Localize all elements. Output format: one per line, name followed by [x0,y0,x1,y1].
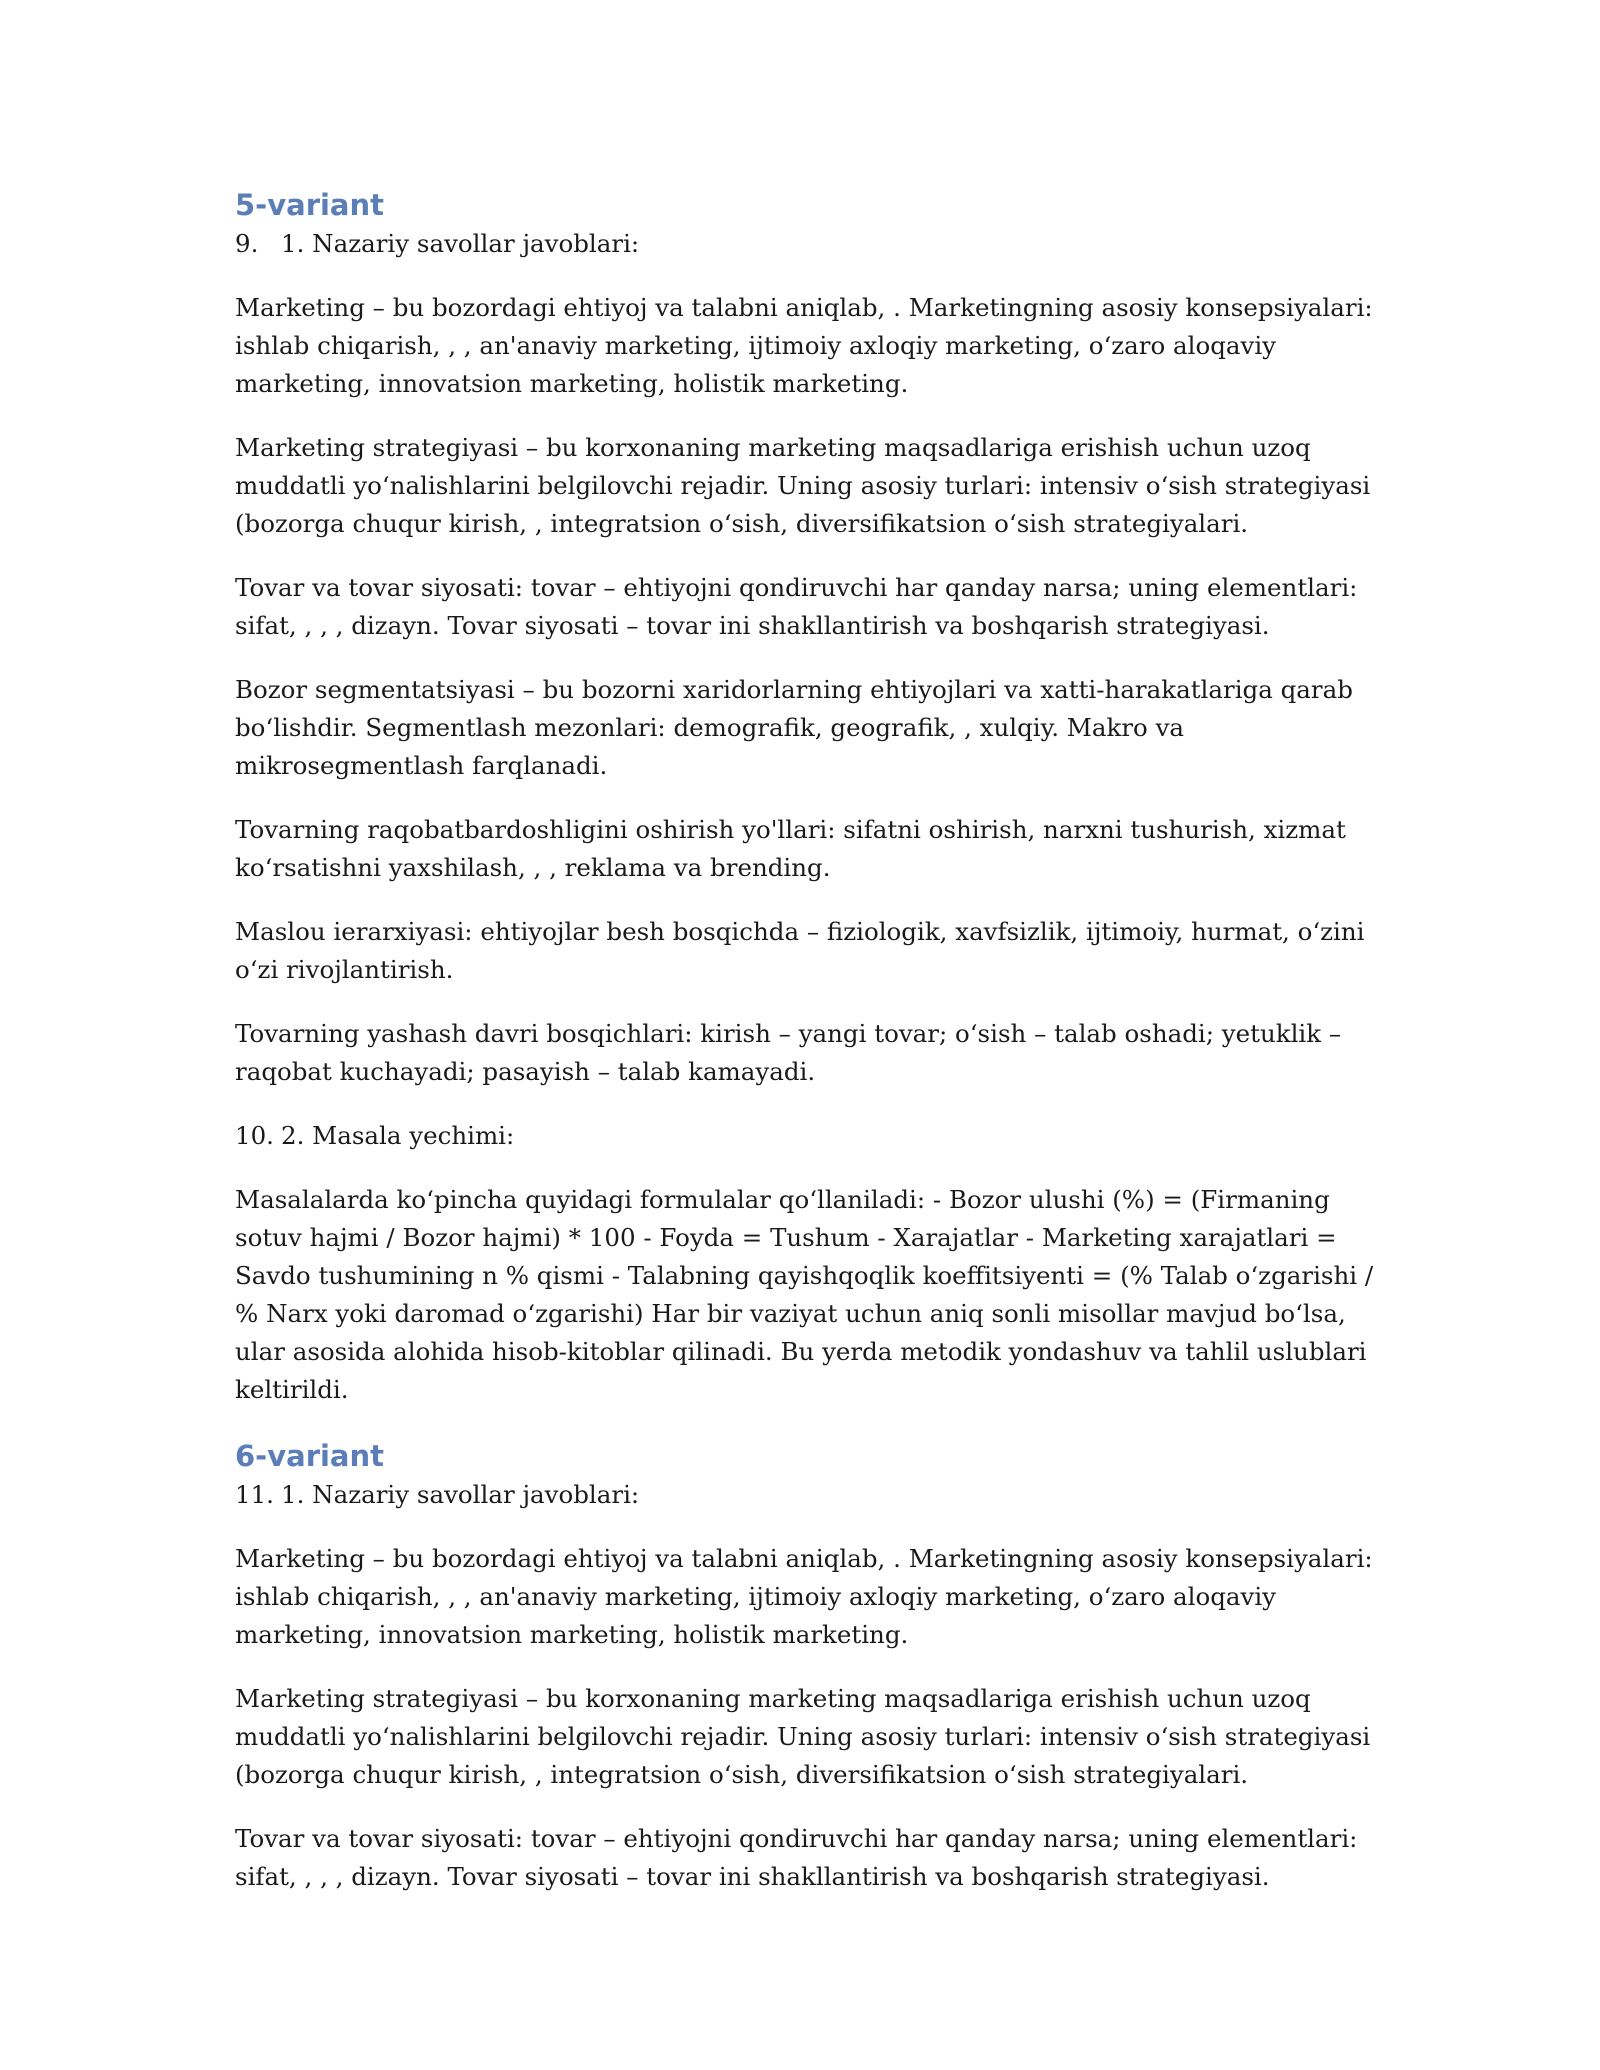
paragraph-marketing-definition: Marketing – bu bozordagi ehtiyoj va talabni aniqlab, . Marketingning asosiy konsepsiyalari: ishlab chiqarish, , , an'anaviy marketing, ijtimoiy axloqiy marketing, oʻzaro aloqaviy marketing, innovatsion marketing, holistik marketing. [235,293,1373,398]
item-text: 2. Masala yechimi: [281,1121,515,1150]
section-heading-6-variant: 6-variant [235,1439,385,1473]
paragraph-marketing-strategy: Marketing strategiyasi – bu korxonaning marketing maqsadlariga erishish uchun uzoq muddatli yoʻnalishlarini belgilovchi rejadir. Uning asosiy turlari: intensiv oʻsish strategiyasi (bozorga chuqur kirish, , integratsion oʻsish, diversifikatsion oʻsish strategiyalari. [235,433,1371,538]
paragraph-marketing-definition: Marketing – bu bozordagi ehtiyoj va talabni aniqlab, . Marketingning asosiy konsepsiyalari: ishlab chiqarish, , , an'anaviy marketing, ijtimoiy axloqiy marketing, oʻzaro aloqaviy marketing, innovatsion marketing, holistik marketing. [235,1544,1373,1649]
paragraph-problem-solution: Masalalarda koʻpincha quyidagi formulalar qoʻllaniladi: - Bozor ulushi (%) = (Firmaning sotuv hajmi / Bozor hajmi) * 100 - Foyda = Tushum - Xarajatlar - Marketing xarajatlari = Savdo tushumining n % qismi - Talabning qayishqoqlik koeffitsiyenti = (% Talab oʻzgarishi / % Narx yoki daromad oʻzgarishi) Har bir vaziyat uchun aniq sonli misollar mavjud boʻlsa, ular asosida alohida hisob-kitoblar qilinadi. Bu yerda metodik yondashuv va tahlil uslublari keltirildi. [235,1185,1374,1404]
item-number: 9. [235,229,259,258]
item-number: 10. [235,1121,274,1150]
numbered-item-10 [235,1117,1375,1155]
item-text: 1. Nazariy savollar javoblari: [281,229,640,258]
paragraph-marketing-strategy: Marketing strategiyasi – bu korxonaning marketing maqsadlariga erishish uchun uzoq muddatli yoʻnalishlarini belgilovchi rejadir. Uning asosiy turlari: intensiv oʻsish strategiyasi (bozorga chuqur kirish, , integratsion oʻsish, diversifikatsion oʻsish strategiyalari. [235,1684,1371,1789]
paragraph-market-segmentation: Bozor segmentatsiyasi – bu bozorni xaridorlarning ehtiyojlari va xatti-harakatlariga qarab boʻlishdir. Segmentlash mezonlari: demografik, geografik, , xulqiy. Makro va mikrosegmentlash farqlanadi. [235,675,1353,780]
section-heading-5-variant: 5-variant [235,188,385,222]
paragraph-maslow-hierarchy: Maslou ierarxiyasi: ehtiyojlar besh bosqichda – fiziologik, xavfsizlik, ijtimoiy, hurmat, oʻzini oʻzi rivojlantirish. [235,917,1365,984]
numbered-item-9 [235,225,1375,263]
numbered-item-11 [235,1476,1375,1514]
paragraph-product-life-cycle: Tovarning yashash davri bosqichlari: kirish – yangi tovar; oʻsish – talab oshadi; yetuklik – raqobat kuchayadi; pasayish – talab kamayadi. [235,1019,1342,1086]
paragraph-product-policy: Tovar va tovar siyosati: tovar – ehtiyojni qondiruvchi har qanday narsa; uning elementlari: sifat, , , , dizayn. Tovar siyosati – tovar ini shakllantirish va boshqarish strategiyasi. [235,573,1358,640]
item-text: 1. Nazariy savollar javoblari: [281,1480,640,1509]
paragraph-competitiveness: Tovarning raqobatbardoshligini oshirish yo'llari: sifatni oshirish, narxni tushurish, xizmat koʻrsatishni yaxshilash, , , reklama va brending. [235,815,1346,882]
document-page [235,187,1375,1922]
item-number: 11. [235,1480,274,1509]
paragraph-product-policy: Tovar va tovar siyosati: tovar – ehtiyojni qondiruvchi har qanday narsa; uning elementlari: sifat, , , , dizayn. Tovar siyosati – tovar ini shakllantirish va boshqarish strategiyasi. [235,1824,1358,1891]
